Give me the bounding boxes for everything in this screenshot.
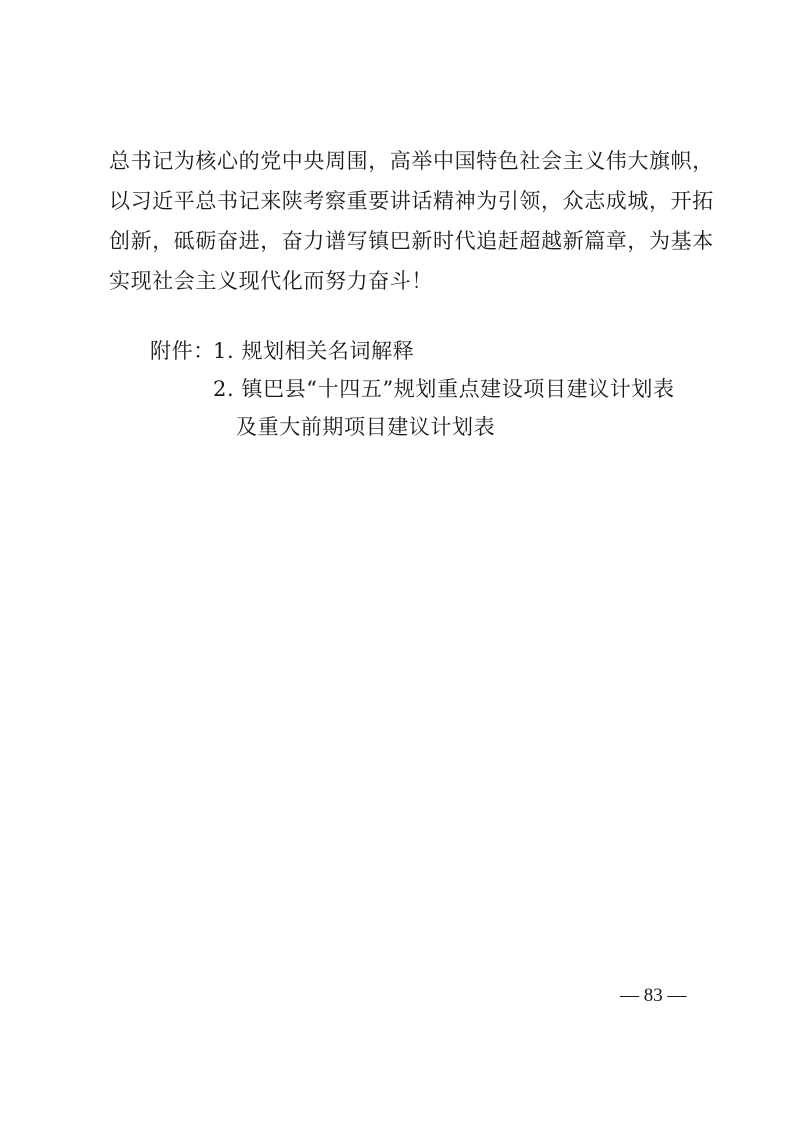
- attachment-item-2: 2. 镇巴县“十四五”规划重点建设项目建议计划表: [213, 377, 675, 401]
- page-number: — 83 —: [620, 985, 687, 1006]
- attachment-item-1: 1. 规划相关名词解释: [213, 339, 415, 363]
- body-text-line-2: 以习近平总书记来陕考察重要讲话精神为引领，众志成城，开拓: [109, 189, 714, 213]
- attachment-label: 附件：: [150, 339, 215, 363]
- attachment-item-2-continued: 及重大前期项目建议计划表: [236, 415, 496, 439]
- body-text-line-4: 实现社会主义现代化而努力奋斗！: [109, 269, 433, 293]
- body-text-line-3: 创新，砥砺奋进，奋力谱写镇巴新时代追赶超越新篇章，为基本: [109, 229, 714, 253]
- body-text-line-1: 总书记为核心的党中央周围，高举中国特色社会主义伟大旗帜，: [109, 149, 714, 173]
